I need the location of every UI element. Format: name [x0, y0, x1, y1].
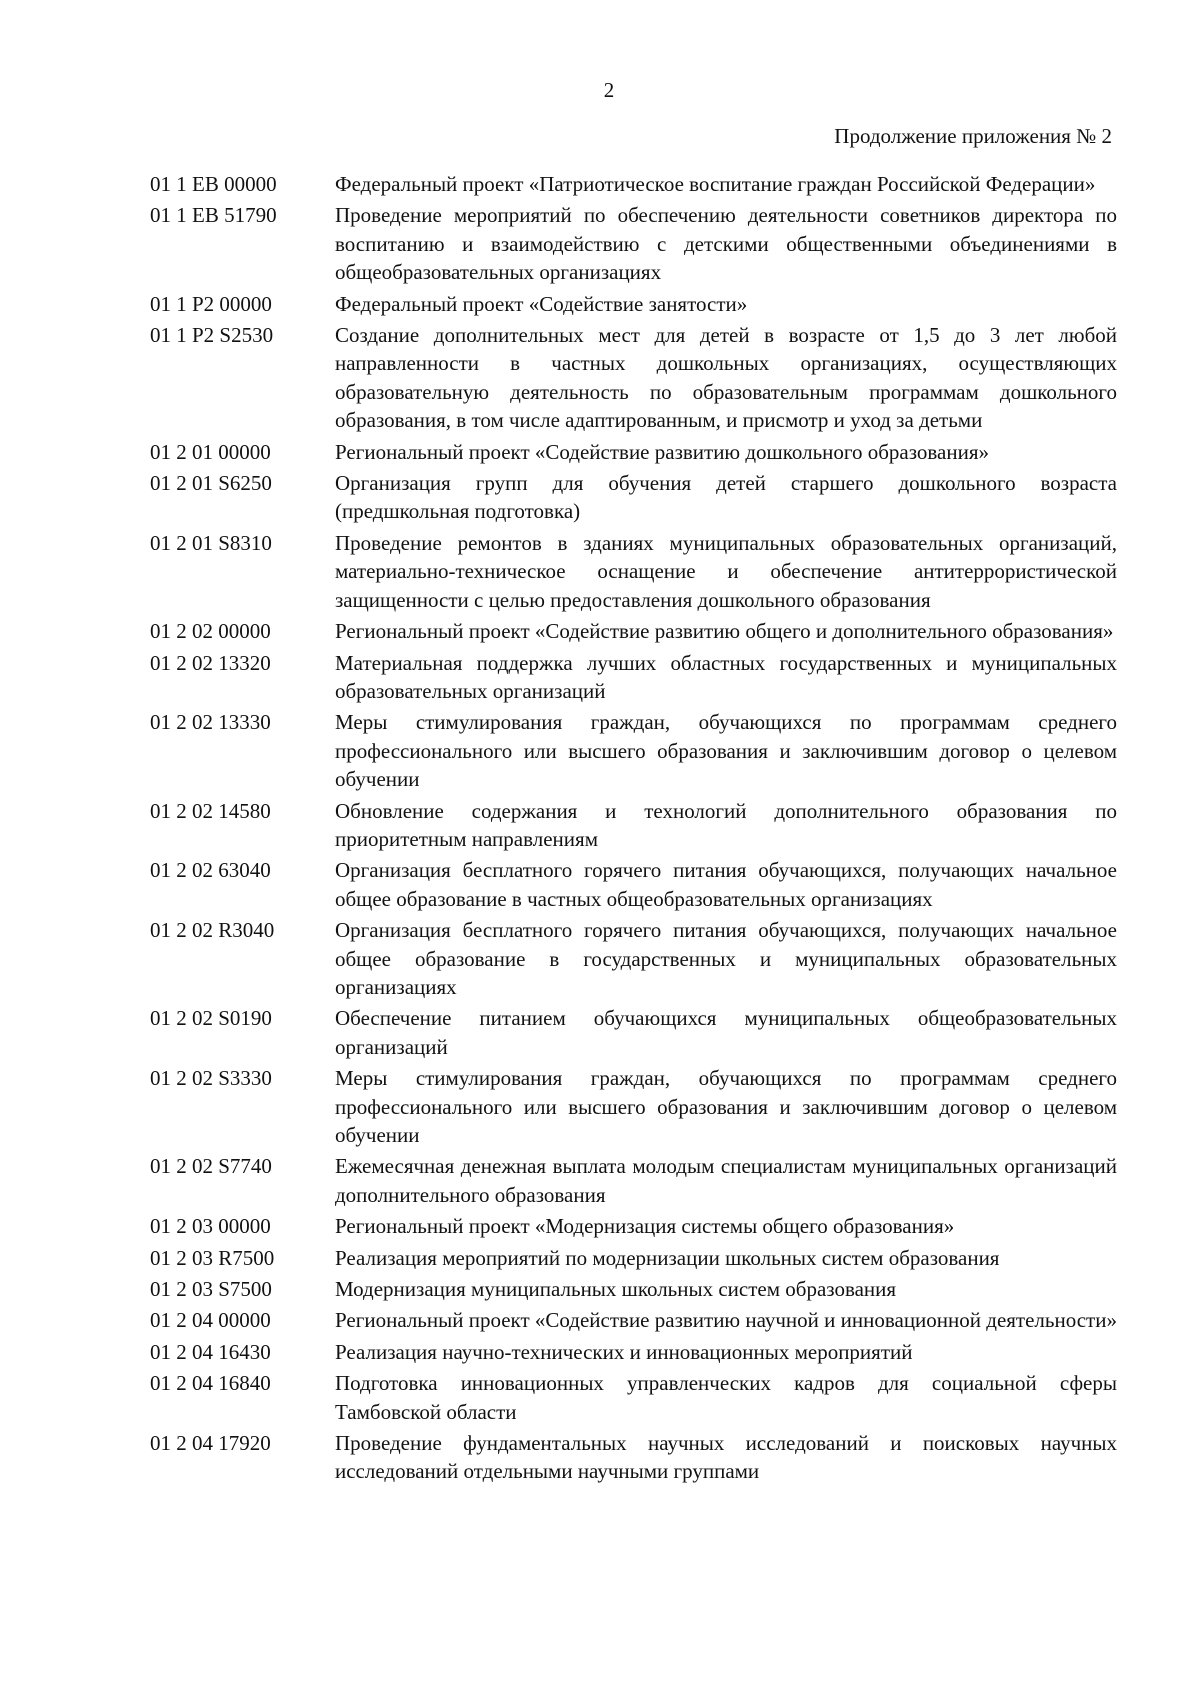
entry-code: 01 1 EB 51790	[150, 203, 277, 228]
entry-description: Модернизация муниципальных школьных систем образования	[335, 1277, 897, 1302]
entry-code: 01 2 01 S8310	[150, 530, 272, 555]
list-item	[150, 1306, 1117, 1334]
entry-description: Материальная поддержка лучших областных государственных и муниципальных образовательных организаций	[335, 650, 1117, 703]
list-item	[150, 916, 1117, 1001]
list-item	[150, 1152, 1117, 1209]
list-item	[150, 170, 1117, 198]
list-item	[150, 1004, 1117, 1061]
list-item	[150, 856, 1117, 913]
entry-code: 01 1 P2 00000	[150, 291, 272, 316]
entry-code: 01 2 04 00000	[150, 1308, 271, 1333]
entry-code: 01 1 P2 S2530	[150, 323, 274, 348]
entry-code: 01 2 03 S7500	[150, 1277, 272, 1302]
list-item	[150, 1244, 1117, 1272]
list-item	[150, 290, 1117, 318]
page-number: 2	[603, 78, 615, 102]
list-item	[150, 1275, 1117, 1303]
appendix-note: Продолжение приложения № 2	[834, 124, 1112, 148]
budget-code-list	[150, 170, 1117, 1489]
entry-description: Региональный проект «Содействие развитию дошкольного образования»	[335, 439, 989, 464]
entry-description: Федеральный проект «Содействие занятости»	[335, 291, 748, 316]
list-item	[150, 201, 1117, 286]
list-item	[150, 1338, 1117, 1366]
list-item	[150, 469, 1117, 526]
entry-code: 01 2 03 00000	[150, 1214, 271, 1239]
entry-code: 01 2 02 00000	[150, 619, 271, 644]
entry-description: Региональный проект «Содействие развитию научной и инновационной деятельности»	[335, 1308, 1117, 1333]
entry-description: Проведение мероприятий по обеспечению деятельности советников директора по воспитанию и взаимодействию с детскими общественными объединениями в общеобразовательных организациях	[335, 203, 1117, 285]
entry-code: 01 2 04 17920	[150, 1431, 271, 1456]
entry-code: 01 2 02 S0190	[150, 1006, 272, 1031]
entry-description: Обновление содержания и технологий дополнительного образования по приоритетным направлениям	[335, 798, 1117, 851]
list-item	[150, 617, 1117, 645]
entry-description: Реализация мероприятий по модернизации школьных систем образования	[335, 1245, 1000, 1270]
entry-description: Организация групп для обучения детей старшего дошкольного возраста (предшкольная подготовка)	[335, 471, 1117, 524]
entry-description: Организация бесплатного горячего питания обучающихся, получающих начальное общее образование в частных общеобразовательных организациях	[335, 858, 1117, 911]
entry-description: Создание дополнительных мест для детей в возрасте от 1,5 до 3 лет любой направленности в частных дошкольных организациях, осуществляющих образовательную деятельность по образовательным программам дошкольного образования, в том числе адаптированным, и присмотр и уход за детьми	[335, 323, 1117, 433]
entry-description: Проведение ремонтов в зданиях муниципальных образовательных организаций, материально-техническое оснащение и обеспечение антитеррористической защищенности с целью предоставления дошкольного образования	[335, 530, 1117, 612]
entry-code: 01 2 04 16430	[150, 1339, 271, 1364]
entry-code: 01 1 EB 00000	[150, 172, 277, 196]
entry-description: Подготовка инновационных управленческих кадров для социальной сферы Тамбовской области	[335, 1371, 1117, 1424]
entry-code: 01 2 02 R3040	[150, 918, 275, 943]
entry-code: 01 2 02 63040	[150, 858, 271, 883]
entry-code: 01 2 02 13320	[150, 650, 271, 675]
entry-code: 01 2 01 00000	[150, 439, 271, 464]
entry-description: Региональный проект «Содействие развитию общего и дополнительного образования»	[335, 619, 1114, 644]
entry-description: Федеральный проект «Патриотическое воспитание граждан Российской Федерации»	[335, 172, 1096, 196]
entry-description: Региональный проект «Модернизация системы общего образования»	[335, 1214, 955, 1239]
list-item	[150, 797, 1117, 854]
entry-code: 01 2 03 R7500	[150, 1245, 275, 1270]
list-item	[150, 1429, 1117, 1486]
entry-code: 01 2 01 S6250	[150, 471, 272, 496]
entry-description: Меры стимулирования граждан, обучающихся по программам среднего профессионального или высшего образования и заключившим договор о целевом обучении	[335, 710, 1117, 792]
entry-code: 01 2 04 16840	[150, 1371, 271, 1396]
entry-code: 01 2 02 S7740	[150, 1154, 272, 1179]
entry-description: Обеспечение питанием обучающихся муниципальных общеобразовательных организаций	[335, 1006, 1117, 1059]
list-item	[150, 1369, 1117, 1426]
entry-description: Организация бесплатного горячего питания обучающихся, получающих начальное общее образование в государственных и муниципальных образовательных организациях	[335, 918, 1117, 999]
list-item	[150, 649, 1117, 706]
list-item	[150, 1064, 1117, 1149]
entry-description: Ежемесячная денежная выплата молодым специалистам муниципальных организаций дополнительного образования	[335, 1154, 1117, 1207]
list-item	[150, 529, 1117, 614]
entry-description: Проведение фундаментальных научных исследований и поисковых научных исследований отдельными научными группами	[335, 1431, 1117, 1484]
entry-description: Меры стимулирования граждан, обучающихся по программам среднего профессионального или высшего образования и заключившим договор о целевом обучении	[335, 1066, 1117, 1147]
entry-code: 01 2 02 14580	[150, 798, 271, 823]
entry-code: 01 2 02 S3330	[150, 1066, 272, 1091]
list-item	[150, 708, 1117, 793]
entry-code: 01 2 02 13330	[150, 710, 271, 735]
list-item	[150, 1212, 1117, 1240]
list-item	[150, 321, 1117, 435]
list-item	[150, 438, 1117, 466]
entry-description: Реализация научно-технических и инновационных мероприятий	[335, 1339, 913, 1364]
